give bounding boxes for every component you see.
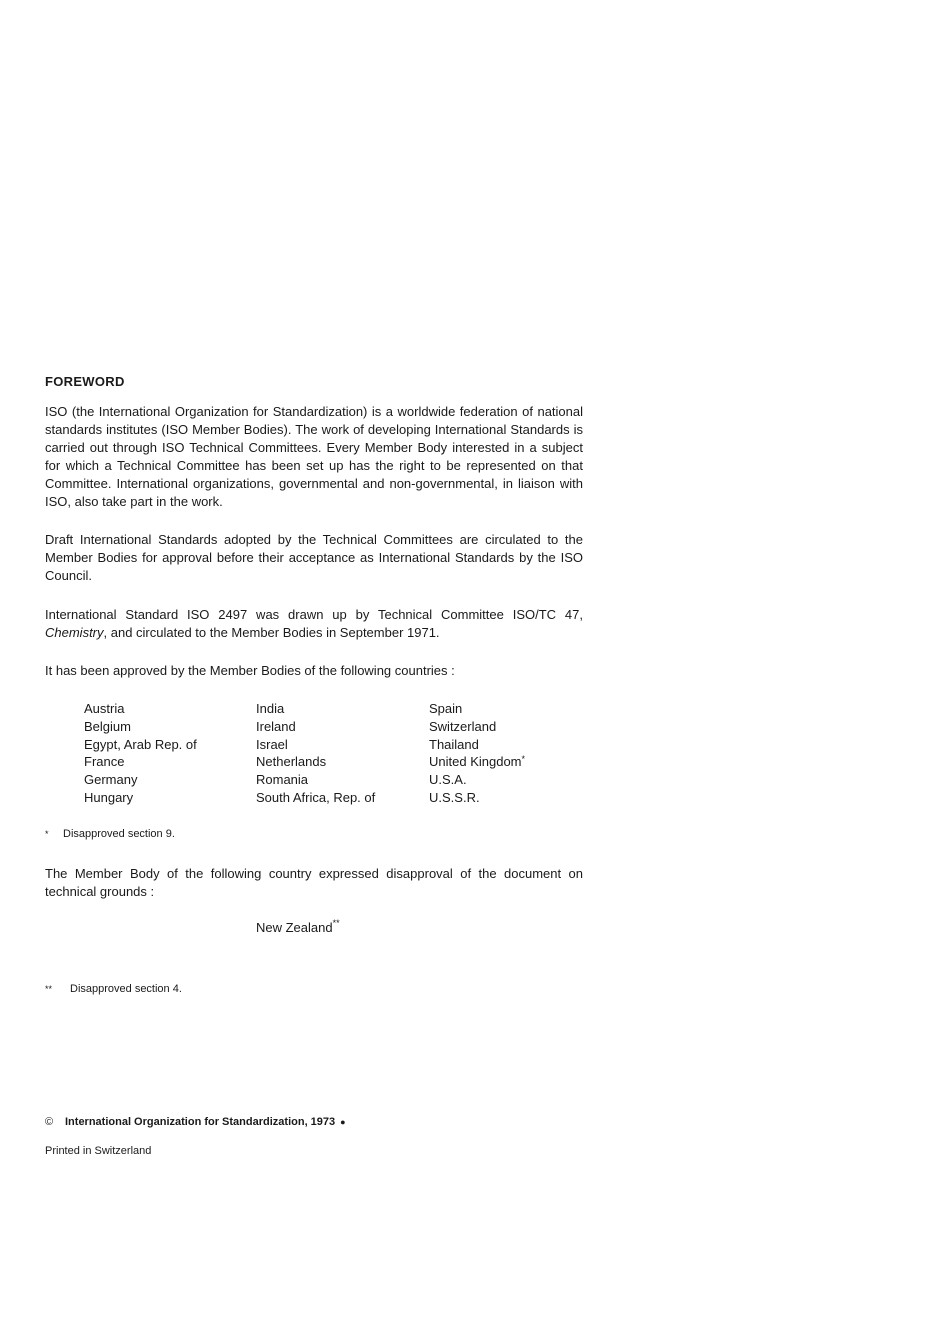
countries-column-3 <box>429 700 599 807</box>
copyright-notice <box>45 1116 346 1128</box>
country-item: South Africa, Rep. of <box>256 789 376 805</box>
country-item: India <box>256 701 285 716</box>
footnote-1-mark: * <box>45 829 49 839</box>
copyright-icon: © <box>45 1116 54 1128</box>
foreword-paragraph-1: ISO (the International Organization for Standardization) is a worldwide federation of national standards institutes (ISO Member Bodies). The work of developing International Standards is carried out through ISO Technical Committees. Every Member Body interested in a subject for which a Technical Committee has been set up has the right to be represented on that Committee. International organizations, governmental and non-governmental, in liaison with ISO, also take part in the work. <box>45 404 583 509</box>
country-item: Israel <box>256 736 288 752</box>
country-item: France <box>84 754 125 770</box>
country-item: Egypt, Arab Rep. of <box>84 736 197 752</box>
country-item: U.S.A. <box>429 772 467 788</box>
paragraph-3-text-start: International Standard ISO 2497 was drawn up by Technical Committee ISO/TC 47, <box>45 607 583 622</box>
foreword-paragraph-4: It has been approved by the Member Bodies of the following countries : <box>45 663 455 678</box>
country-item-uk <box>429 753 599 771</box>
paragraph-3-text-end: , and circulated to the Member Bodies in September 1971. <box>103 625 440 640</box>
country-item: Thailand <box>429 736 479 752</box>
country-item: Romania <box>256 772 309 788</box>
footnote-1-text: Disapproved section 9. <box>63 828 175 840</box>
country-item: Switzerland <box>429 718 497 734</box>
country-name: United Kingdom <box>429 754 522 770</box>
printed-in-notice: Printed in Switzerland <box>45 1145 152 1157</box>
disapproving-country <box>256 920 340 935</box>
footnote-mark: ** <box>332 918 340 928</box>
copyright-text: International Organization for Standardization, 1973 <box>65 1116 336 1128</box>
countries-column-2 <box>256 700 426 807</box>
country-item: Netherlands <box>256 754 327 770</box>
country-item: Germany <box>84 772 138 788</box>
country-item: Austria <box>84 701 125 716</box>
foreword-paragraph-2: Draft International Standards adopted by the Technical Committees are circulated to the Member Bodies for approval before their acceptance as International Standards by the ISO Council. <box>45 532 583 583</box>
footnote-mark: * <box>521 754 526 765</box>
country-item: Ireland <box>256 718 296 734</box>
country-name: New Zealand <box>256 920 333 935</box>
foreword-paragraph-5: The Member Body of the following country expressed disapproval of the document on technical grounds : <box>45 866 583 899</box>
footnote-2-text: Disapproved section 4. <box>70 983 182 995</box>
country-item: Belgium <box>84 718 131 734</box>
country-item: Hungary <box>84 789 134 805</box>
country-item: U.S.S.R. <box>429 789 480 805</box>
foreword-paragraph-3 <box>45 606 583 642</box>
committee-name: Chemistry <box>45 625 104 640</box>
footnote-1 <box>45 828 175 840</box>
footnote-2-mark: ** <box>45 984 53 994</box>
bullet-icon: ● <box>340 1117 346 1127</box>
footnote-2 <box>45 983 182 995</box>
foreword-heading: FOREWORD <box>45 374 125 389</box>
countries-column-1 <box>84 700 254 807</box>
country-item: Spain <box>429 701 463 716</box>
